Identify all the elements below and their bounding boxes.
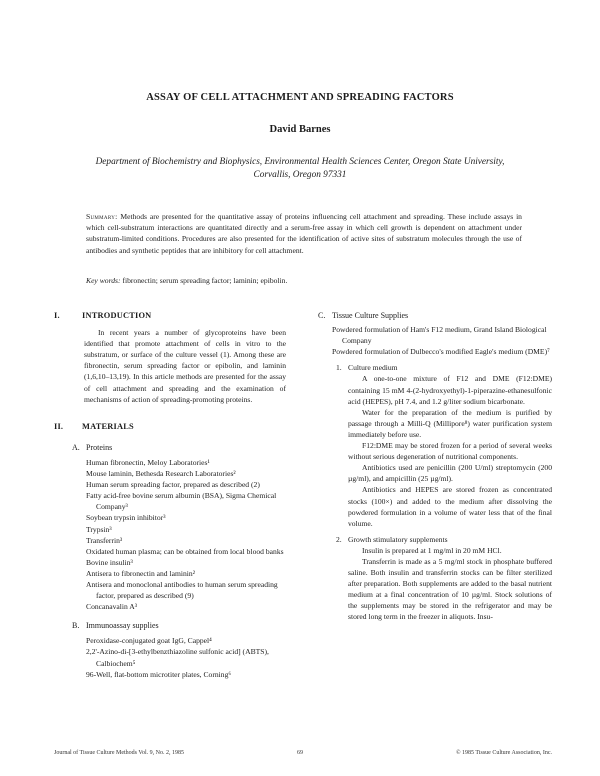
protein-list	[54, 457, 286, 612]
list-item: Soybean trypsin inhibitor³	[86, 513, 166, 523]
list-item: Powdered formulation of Dulbecco's modified Eagle's medium (DME)⁷	[332, 347, 550, 357]
growth-paragraph-2: Transferrin is made as a 5 mg/ml stock in phosphate buffered saline. Both insulin and transferrin stocks can be filter sterilized after preparation. Both supplements are added to the basal nutrient medium at a final concentration of 10 µg/ml. Stock solutions of the supplements may be stored in the refrigerator and may be stored long term in the freezer in aliquots. Insu-	[348, 556, 552, 622]
culture-medium-text	[318, 373, 552, 528]
growth-paragraph-1: Insulin is prepared at 1 mg/ml in 20 mM HCl.	[362, 545, 502, 555]
list-item: Peroxidase-conjugated goat IgG, Cappel⁴	[86, 636, 212, 646]
list-item: Mouse laminin, Bethesda Research Laboratories²	[86, 469, 236, 479]
list-item: Fatty acid-free bovine serum albumin (BSA), Sigma Chemical Company³	[86, 491, 277, 512]
keywords-label: Key words:	[86, 276, 121, 285]
list-item: Concanavalin A³	[86, 602, 137, 612]
article-title: ASSAY OF CELL ATTACHMENT AND SPREADING FACTORS	[146, 92, 454, 103]
list-item: Human serum spreading factor, prepared as described (2)	[86, 480, 260, 490]
abstract	[86, 211, 522, 256]
subsection-culture-medium-heading: 1. Culture medium	[336, 363, 398, 373]
culture-medium-paragraph-2: Water for the preparation of the medium is purified by passage through a Milli-Q (Millipore⁸) water purification system immediately before use.	[348, 407, 552, 439]
growth-supplements-text	[318, 545, 552, 623]
list-item: Oxidated human plasma; can be obtained from local blood banks	[86, 546, 284, 556]
culture-medium-paragraph-1: A one-to-one mixture of F12 and DME (F12:DME) containing 15 mM 4-(2-hydroxyethyl)-1-piperazine-ethanesulfonic acid (HEPES), pH 7.4, and 1.2 g/liter sodium bicarbonate.	[348, 374, 552, 406]
subsection-tissue-culture-heading: C. Tissue Culture Supplies	[318, 311, 409, 320]
keywords-text: fibronectin; serum spreading factor; laminin; epibolin.	[122, 276, 288, 285]
culture-medium-paragraph-3: F12:DME may be stored frozen for a period of several weeks without serious degeneration of nutritional components.	[348, 441, 552, 462]
introduction-paragraph: In recent years a number of glycoproteins have been identified that promote attachment of cells in vitro to the substratum, or surface of the culture vessel (1). Among these are fibronectin, serum spreading factor or epibolin, and laminin (1,6,10–13,19). In this article methods are presented for the assay of cell attachment and spreading and the examination of mechanisms of action of spreading-promoting proteins.	[84, 328, 286, 404]
list-item: Human fibronectin, Meloy Laboratories¹	[86, 457, 210, 467]
immunoassay-list	[54, 635, 286, 679]
subsection-proteins-heading: A. Proteins	[72, 442, 113, 452]
list-item: Powdered formulation of Ham's F12 medium, Grand Island Biological Company	[332, 325, 547, 346]
subsection-immunoassay-heading: B. Immunoassay supplies	[72, 621, 159, 631]
keywords	[86, 275, 522, 286]
section-materials-heading: II. MATERIALS	[54, 421, 134, 431]
culture-medium-paragraph-5: Antibiotics and HEPES are stored frozen as concentrated stocks (100×) and added to the medium after dissolving the powdered formulation in a volume of water less that of the final volume.	[348, 485, 552, 528]
list-item: Bovine insulin³	[86, 557, 133, 567]
footer-page-number: 69	[297, 750, 303, 756]
footer-copyright: © 1985 Tissue Culture Association, Inc.	[455, 750, 552, 756]
author-name: David Barnes	[269, 124, 331, 135]
right-column	[318, 310, 552, 623]
section-introduction-heading: I. INTRODUCTION	[54, 311, 152, 320]
author-affiliation: Department of Biochemistry and Biophysics, Environmental Health Sciences Center, Oregon State University, Corvallis, Oregon 97331	[95, 157, 505, 180]
list-item: 2,2'-Azino-di-[3-ethylbenzthiazoline sulfonic acid] (ABTS), Calbiochem⁵	[86, 647, 269, 668]
culture-medium-paragraph-4: Antibiotics used are penicillin (200 U/ml) streptomycin (200 µg/ml), and ampicillin (25 µg/ml).	[348, 463, 552, 484]
abstract-text: Methods are presented for the quantitative assay of proteins influencing cell attachment and spreading. These include assays in which cell-substratum interactions are quantitated directly and a serum-free assay in which cell growth is dependent on attachment under substratum-limited conditions. Procedures are also presented for the identification of active sites of substratum molecules through the use of antibodies and synthetic peptides that are inhibitory for cell attachment.	[86, 212, 522, 255]
tissue-culture-list	[318, 324, 552, 357]
list-item: Trypsin³	[86, 524, 112, 534]
abstract-label: Summary:	[86, 212, 118, 221]
list-item: Antisera to fibronectin and laminin²	[86, 568, 195, 578]
list-item: Antisera and monoclonal antibodies to human serum spreading factor, prepared as described (9)	[86, 579, 278, 601]
list-item: Transferrin³	[86, 535, 123, 545]
list-item: 96-Well, flat-bottom microtiter plates, Corning⁶	[86, 669, 232, 679]
subsection-growth-supplements-heading: 2. Growth stimulatory supplements	[336, 534, 448, 544]
footer-journal: Journal of Tissue Culture Methods Vol. 9, No. 2, 1985	[54, 750, 184, 756]
left-column	[54, 310, 286, 680]
